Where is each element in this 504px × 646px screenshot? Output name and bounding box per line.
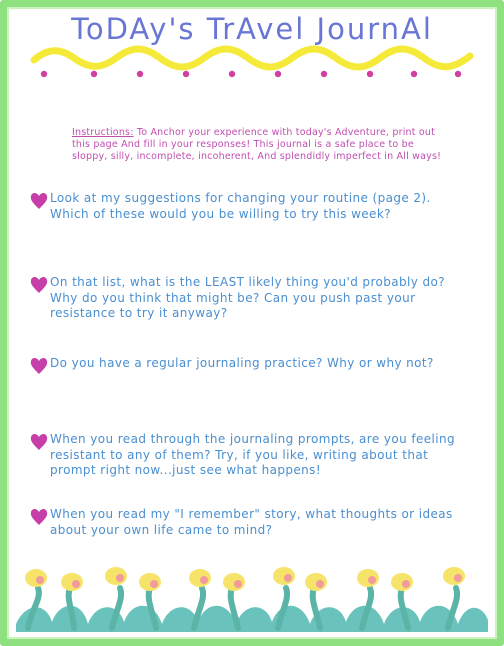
- instructions-text: To Anchor your experience with today's Adventure, print out this page And fill in your responses! This journal is a safe place to be sloppy, silly, incomplete, incoherent, And splendidly imperfect in All ways!: [72, 127, 442, 162]
- inner-border: [7, 7, 497, 639]
- heart-icon: [30, 432, 48, 452]
- question-2: [30, 275, 470, 322]
- question-text: Look at my suggestions for changing your routine (page 2). Which of these would you be willing to try this week?: [50, 191, 431, 221]
- question-3: [30, 356, 470, 372]
- question-text: When you read through the journaling prompts, are you feeling resistant to any of them? Try, if you like, writing about that prompt right now...just see what happens!: [50, 432, 456, 477]
- instructions-label: Instructions:: [72, 127, 134, 138]
- question-text: On that list, what is the LEAST likely thing you'd probably do? Why do you think that might be? Can you push past your resistance to try it anyway?: [50, 275, 446, 320]
- heart-icon: [30, 356, 48, 376]
- heart-icon: [30, 507, 48, 527]
- page-title: ToDAy's TrAvel JournAl: [71, 12, 433, 46]
- heart-icon: [30, 275, 48, 295]
- question-text: Do you have a regular journaling practice? Why or why not?: [50, 356, 434, 370]
- question-5: [30, 507, 470, 538]
- flower-border-decoration: [16, 562, 488, 632]
- squiggle-decoration: [30, 40, 474, 82]
- question-1: [30, 191, 470, 222]
- question-4: [30, 432, 470, 479]
- instructions: [72, 127, 442, 163]
- heart-icon: [30, 191, 48, 211]
- question-text: When you read my "I remember" story, what thoughts or ideas about your own life came to mind?: [50, 507, 453, 537]
